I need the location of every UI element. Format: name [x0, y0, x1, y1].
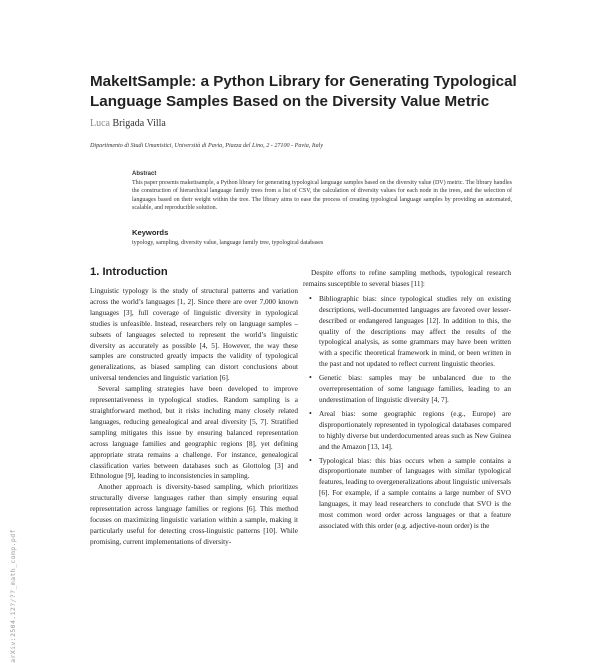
section-heading-introduction: 1. Introduction — [90, 266, 168, 278]
abstract-text: This paper presents makeitsample, a Python library for generating typological language samples based on the diversity value (DV) metric. The library handles the construction of hierarchical language family trees from a list of CSV, the calculation of diversity values for each node in the trees, and the selection of languages based on their weight within the tree. The library aims to ease the process of creating typological language samples by providing an automated, scalable, and reproducible solution. — [132, 179, 512, 212]
affiliation: Dipartimento di Studi Umanistici, Università di Pavia, Piazza del Lino, 2 - 27100 - Pavia, Italy — [90, 143, 324, 149]
abstract-label: Abstract — [132, 171, 157, 177]
author-family-name: Brigada Villa — [112, 118, 166, 129]
authors — [90, 118, 166, 129]
paragraph: Several sampling strategies have been developed to improve representativeness in typological studies. Random sampling is a straightforward method, but it risks including many closely related languages, reducing genealogical and areal diversity [5, 7]. Stratified sampling mitigates this issue by ensuring balanced representation across language families and geographic regions [8], yet defining appropriate strata remains a challenge. For instance, genealogical classification varies between databases such as Glottolog [3] and Ethnologue [9], leading to inconsistencies in sampling. — [90, 385, 298, 481]
list-item: • Areal bias: some geographic regions (e.g., Europe) are disproportionately represented in typological databases compared to highly diverse but underdocumented areas such as New Guinea and the Amazon [13, 14]. — [319, 409, 511, 453]
keywords-heading: Keywords — [132, 228, 169, 237]
arxiv-side-stamp — [2, 478, 24, 663]
paragraph: Linguistic typology is the study of structural patterns and variation across the world’s languages [1, 2]. Since there are over 7,000 known languages [3], full coverage of linguistic diversity in typological studies is unfeasible. Instead, researchers rely on language samples – subsets of languages selected to represent the world’s linguistic diversity as accurately as possible [4, 5]. However, the way these samples are constructed greatly impacts the validity of typological generalizations, as biased sampling can distort conclusions about universal tendencies and linguistic variation [6]. — [90, 287, 298, 383]
list-item: • Typological bias: this bias occurs when a sample contains a disproportionate number of languages with similar typological features, leading to overgeneralizations about linguistic universals [6]. For example, if a sample contains a large number of SVO languages, it may lead researchers to conclude that SVO is the most common word order across languages or that a feature associated with this order (e.g. adjective-noun order) is the — [319, 456, 511, 532]
paragraph: Despite efforts to refine sampling methods, typological research remains susceptible to several biases [11]: — [303, 269, 511, 288]
author-given-name: Luca — [90, 118, 110, 129]
arxiv-side-stamp-text: arXiv:2504.12?/??_math_comp.pdf — [9, 529, 17, 663]
paragraph: Another approach is diversity-based sampling, which prioritizes structurally diverse languages rather than simply ensuring equal representation across language families or regions [6]. This method focuses on maximizing linguistic variation within a sample, making it particularly useful for detecting cross-linguistic patterns [10]. While promising, current implementations of diversity- — [90, 483, 298, 546]
bias-list — [303, 294, 511, 532]
list-item: • Bibliographic bias: since typological studies rely on existing descriptions, well-documented languages are favored over lesser-described or endangered languages [12]. In addition to this, the quality of the descriptions may affect the results of the typological analysis, as some grammars may have been written with a specific theoretical framework in mind, or been written in the past and not updated to reflect current linguistic theories. — [319, 294, 511, 370]
left-column — [90, 286, 298, 600]
list-item: • Genetic bias: samples may be unbalanced due to the overrepresentation of some language families, leading to an underestimation of linguistic diversity [4, 7]. — [319, 373, 511, 406]
right-column — [303, 268, 511, 600]
paper-title: MakeItSample: a Python Library for Generating Typological Language Samples Based on the Diversity Value Metric — [90, 73, 517, 110]
keywords-text: typology, sampling, diversity value, language family tree, typological databases — [132, 240, 324, 246]
abstract — [132, 170, 512, 213]
